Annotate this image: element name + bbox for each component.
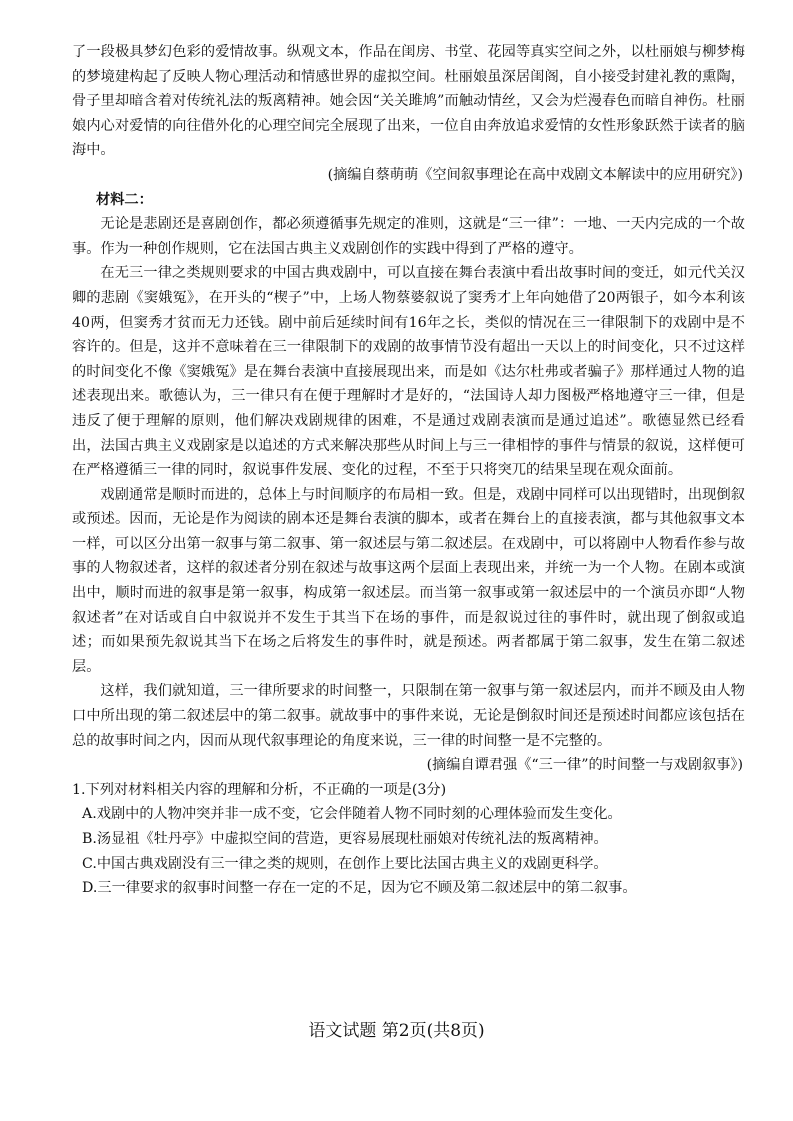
material-two-paragraph-4: 这样，我们就知道，三一律所要求的时间整一，只限制在第一叙事与第一叙述层内，而并不顾及由人物口中所出现的第二叙述层中的第二叙事。就故事中的事件来说，无论是倒叙时间还是预述时间都应该包括在总的故事时间之内，因而从现代叙事理论的角度来说，三一律的时间整一是不完整的。 xyxy=(72,683,745,749)
page-footer: 语文试题 第2页(共8页) xyxy=(308,1021,485,1041)
question-1-option-d: D.三一律要求的叙事时间整一存在一定的不足，因为它不顾及第二叙述层中的第二叙事。 xyxy=(82,880,637,897)
material-one-closing-paragraph: 了一段极具梦幻色彩的爱情故事。纵观文本，作品在闺房、书堂、花园等真实空间之外，以杜丽娘与柳梦梅的梦境建构起了反映人物心理活动和情感世界的虚拟空间。杜丽娘虽深居闺阁，自小接受封建礼教的熏陶，骨子里却暗含着对传统礼法的叛离精神。她会因“关关雎鸠”而触动情丝，又会为烂漫春色而暗自神伤。杜丽娘内心对爱情的向往借外化的心理空间完全展现了出来，一位自由奔放追求爱情的女性形象跃然于读者的脑海中。 xyxy=(72,44,745,159)
material-two-paragraph-3: 戏剧通常是顺时而进的，总体上与时间顺序的布局相一致。但是，戏剧中同样可以出现错时，出现倒叙或预述。因而，无论是作为阅读的剧本还是舞台表演的脚本，或者在舞台上的直接表演，都与其他叙事文本一样，可以区分出第一叙事与第二叙事、第一叙述层与第二叙述层。在戏剧中，可以将剧中人物看作参与故事的人物叙述者，这样的叙述者分别在叙述与故事这两个层面上表现出来，并统一为一个人物。在剧本或演出中，顺时而进的叙事是第一叙事，构成第一叙述层。而当第一叙事或第一叙述层中的一个演员亦即“人物叙述者”在对话或自白中叙说并不发生于其当下在场的事件，而是叙说过往的事件时，就出现了倒叙或追述；而如果预先叙说其当下在场之后将发生的事件时，就是预述。两者都属于第二叙事，发生在第二叙述层。 xyxy=(72,486,745,675)
material-one-source: (摘编自蔡萌萌《空间叙事理论在高中戏剧文本解读中的应用研究》) xyxy=(327,166,743,183)
question-1-option-b: B.汤显祖《牡丹亭》中虚拟空间的营造，更容易展现杜丽娘对传统礼法的叛离精神。 xyxy=(82,831,608,847)
material-two-source: (摘编自谭君强《“三一律”的时间整一与戏剧叙事》) xyxy=(426,757,743,774)
reading-passage xyxy=(72,40,745,901)
material-two-paragraph-2: 在无三一律之类规则要求的中国古典戏剧中，可以直接在舞台表演中看出故事时间的变迁，如元代关汉卿的悲剧《窦娥冤》，在开头的“楔子”中，上场人物蔡婆叙说了窦秀才上年向她借了20两银子，如今本利该40两，但窦秀才贫而无力还钱。剧中前后延续时间有16年之长，类似的情况在三一律限制下的戏剧中是不容许的。但是，这并不意味着在三一律限制下的戏剧的故事情节没有超出一天以上的时间变化，只不过这样的时间变化不像《窦娥冤》是在舞台表演中直接展现出来，而是如《达尔杜弗或者骗子》那样通过人物的追述表现出来。歌德认为，三一律只有在便于理解时才是好的，“法国诗人却力图极严格地遵守三一律，但是违反了便于理解的原则，他们解决戏剧规律的困难，不是通过戏剧表演而是通过追述”。歌德显然已经看出，法国古典主义戏剧家是以追述的方式来解决那些从时间上与三一律相悖的事件与情景的叙说，这样便可在严格遵循三一律的同时，叙说事件发展、变化的过程，不至于只将突兀的结果呈现在观众面前。 xyxy=(72,265,745,479)
question-1-option-c: C.中国古典戏剧没有三一律之类的规则，在创作上要比法国古典主义的戏剧更科学。 xyxy=(82,855,608,872)
material-two-paragraph-1: 无论是悲剧还是喜剧创作，都必须遵循事先规定的准则，这就是“三一律”：一地、一天内完成的一个故事。作为一种创作规则，它在法国古典主义戏剧创作的实践中得到了严格的遵守。 xyxy=(72,216,745,257)
question-1-option-a: A.戏剧中的人物冲突并非一成不变，它会伴随着人物不同时刻的心理体验而发生变化。 xyxy=(82,806,622,823)
material-two-label: 材料二： xyxy=(96,191,153,208)
question-1-stem: 1.下列对材料相关内容的理解和分析，不正确的一项是(3分) xyxy=(72,781,447,798)
